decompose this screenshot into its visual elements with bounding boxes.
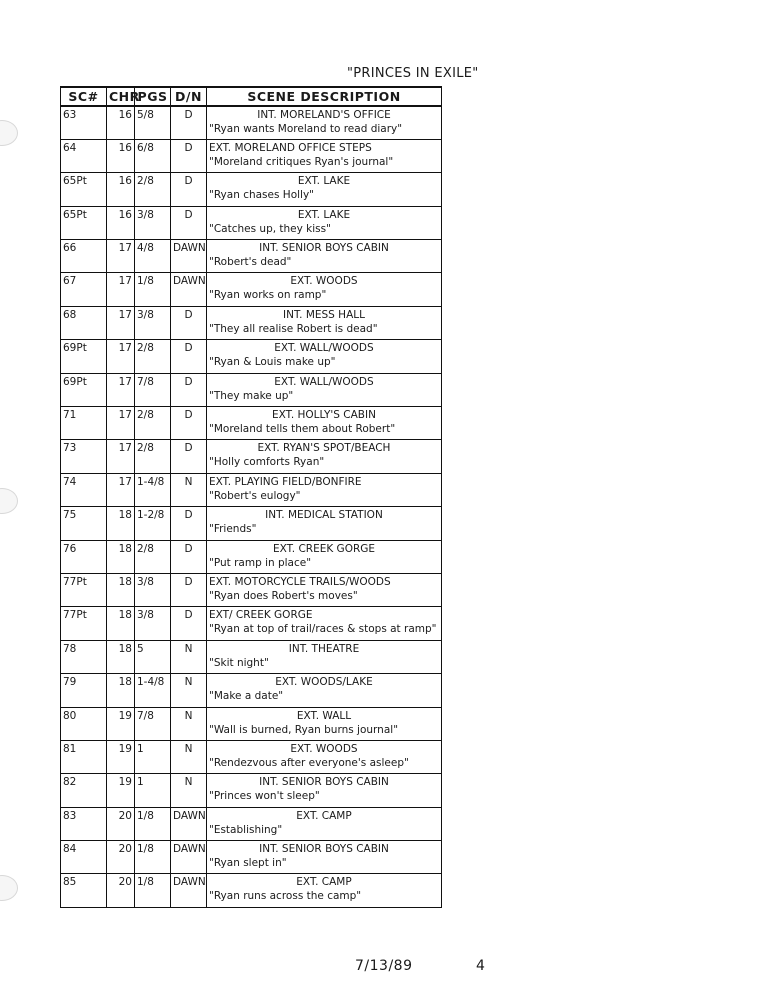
scene-number-cell: 74 <box>61 473 107 506</box>
day-night-cell: DAWN <box>171 240 207 273</box>
scene-number-cell: 77Pt <box>61 607 107 640</box>
scene-number-cell: 85 <box>61 874 107 907</box>
scene-summary: "Establishing" <box>209 823 283 836</box>
scene-summary: "Ryan slept in" <box>209 857 287 870</box>
day-night-cell: D <box>171 206 207 239</box>
scene-number-cell: 65Pt <box>61 206 107 239</box>
character-cell: 17 <box>107 340 135 373</box>
scene-description-cell <box>207 640 442 673</box>
day-night-cell: D <box>171 306 207 339</box>
scene-description-cell <box>207 807 442 840</box>
scene-location: INT. MEDICAL STATION <box>265 509 383 522</box>
character-cell: 16 <box>107 106 135 139</box>
pages-cell: 6/8 <box>135 139 171 172</box>
scene-location: EXT. WOODS <box>290 275 358 288</box>
table-row <box>61 874 442 907</box>
scene-summary: "Ryan at top of trail/races & stops at ramp" <box>209 623 437 636</box>
scene-description-cell <box>207 106 442 139</box>
pages-cell: 1 <box>135 774 171 807</box>
day-night-cell: D <box>171 573 207 606</box>
table-header-row <box>61 87 442 106</box>
scene-location: EXT. WOODS <box>290 742 358 755</box>
table-row <box>61 807 442 840</box>
day-night-cell: N <box>171 674 207 707</box>
scene-location: EXT/ CREEK GORGE <box>209 609 313 622</box>
scene-location: INT. SENIOR BOYS CABIN <box>259 242 389 255</box>
day-night-cell: D <box>171 540 207 573</box>
table-row <box>61 139 442 172</box>
scene-location: EXT. HOLLY'S CABIN <box>272 409 376 422</box>
character-cell: 18 <box>107 573 135 606</box>
character-cell: 18 <box>107 607 135 640</box>
scene-schedule-table <box>60 86 442 908</box>
scene-location: INT. MESS HALL <box>283 308 365 321</box>
table-row <box>61 273 442 306</box>
scene-location: EXT. MOTORCYCLE TRAILS/WOODS <box>209 575 391 588</box>
scene-description-cell <box>207 440 442 473</box>
scene-number-cell: 67 <box>61 273 107 306</box>
scene-number-cell: 76 <box>61 540 107 573</box>
pages-cell: 7/8 <box>135 707 171 740</box>
header-scene-number: SC# <box>61 87 107 106</box>
day-night-cell: D <box>171 340 207 373</box>
scene-number-cell: 80 <box>61 707 107 740</box>
pages-cell: 1/8 <box>135 874 171 907</box>
scene-description-cell <box>207 607 442 640</box>
scene-number-cell: 79 <box>61 674 107 707</box>
scene-summary: "Catches up, they kiss" <box>209 222 331 235</box>
pages-cell: 1-2/8 <box>135 507 171 540</box>
scene-summary: "Moreland critiques Ryan's journal" <box>209 155 394 168</box>
character-cell: 17 <box>107 440 135 473</box>
scene-summary: "Ryan works on ramp" <box>209 289 327 302</box>
pages-cell: 3/8 <box>135 607 171 640</box>
table-row <box>61 674 442 707</box>
pages-cell: 3/8 <box>135 206 171 239</box>
scene-number-cell: 63 <box>61 106 107 139</box>
day-night-cell: D <box>171 440 207 473</box>
pages-cell: 4/8 <box>135 240 171 273</box>
scene-summary: "Ryan runs across the camp" <box>209 890 362 903</box>
character-cell: 17 <box>107 273 135 306</box>
scene-number-cell: 81 <box>61 740 107 773</box>
scene-summary: "They make up" <box>209 389 294 402</box>
table-row <box>61 640 442 673</box>
character-cell: 19 <box>107 740 135 773</box>
pages-cell: 1 <box>135 740 171 773</box>
table-row <box>61 240 442 273</box>
day-night-cell: D <box>171 407 207 440</box>
scene-location: EXT. LAKE <box>297 175 351 188</box>
day-night-cell: DAWN <box>171 841 207 874</box>
scene-description-cell <box>207 240 442 273</box>
table-row <box>61 373 442 406</box>
day-night-cell: N <box>171 774 207 807</box>
day-night-cell: D <box>171 373 207 406</box>
table-row <box>61 740 442 773</box>
character-cell: 19 <box>107 774 135 807</box>
scene-description-cell <box>207 841 442 874</box>
page-number: 4 <box>476 958 485 974</box>
pages-cell: 1/8 <box>135 841 171 874</box>
scene-description-cell <box>207 707 442 740</box>
table-row <box>61 306 442 339</box>
scene-description-cell <box>207 407 442 440</box>
scene-location: EXT. RYAN'S SPOT/BEACH <box>257 442 391 455</box>
scene-description-cell <box>207 273 442 306</box>
day-night-cell: N <box>171 473 207 506</box>
table-row <box>61 774 442 807</box>
day-night-cell: D <box>171 106 207 139</box>
day-night-cell: DAWN <box>171 807 207 840</box>
scene-description-cell <box>207 573 442 606</box>
day-night-cell: DAWN <box>171 273 207 306</box>
pages-cell: 7/8 <box>135 373 171 406</box>
scene-location: INT. SENIOR BOYS CABIN <box>259 843 389 856</box>
character-cell: 17 <box>107 240 135 273</box>
scene-location: INT. MORELAND'S OFFICE <box>257 109 391 121</box>
scene-description-cell <box>207 206 442 239</box>
character-cell: 18 <box>107 540 135 573</box>
header-pages: PGS <box>135 87 171 106</box>
character-cell: 16 <box>107 173 135 206</box>
day-night-cell: N <box>171 740 207 773</box>
scene-description-cell <box>207 507 442 540</box>
character-cell: 20 <box>107 807 135 840</box>
footer-date: 7/13/89 <box>355 958 413 974</box>
day-night-cell: D <box>171 173 207 206</box>
character-cell: 19 <box>107 707 135 740</box>
header-scene-description: SCENE DESCRIPTION <box>207 87 442 106</box>
scene-summary: "Robert's eulogy" <box>209 489 301 502</box>
character-cell: 17 <box>107 373 135 406</box>
scene-number-cell: 84 <box>61 841 107 874</box>
character-cell: 18 <box>107 507 135 540</box>
scene-summary: "They all realise Robert is dead" <box>209 322 378 335</box>
pages-cell: 3/8 <box>135 573 171 606</box>
scene-location: EXT. WALL/WOODS <box>274 342 374 355</box>
day-night-cell: D <box>171 607 207 640</box>
punch-hole-top <box>0 120 18 146</box>
character-cell: 20 <box>107 874 135 907</box>
scene-description-cell <box>207 340 442 373</box>
scene-location: INT. THEATRE <box>288 642 360 655</box>
character-cell: 17 <box>107 407 135 440</box>
scene-location: EXT. LAKE <box>297 208 351 221</box>
pages-cell: 2/8 <box>135 340 171 373</box>
scene-number-cell: 73 <box>61 440 107 473</box>
character-cell: 18 <box>107 640 135 673</box>
scene-number-cell: 68 <box>61 306 107 339</box>
scene-location: EXT. WALL <box>296 709 352 722</box>
scene-description-cell <box>207 874 442 907</box>
scene-location: EXT. PLAYING FIELD/BONFIRE <box>209 475 362 488</box>
scene-summary: "Moreland tells them about Robert" <box>209 423 396 436</box>
scene-summary: "Ryan wants Moreland to read diary" <box>209 123 403 135</box>
scene-summary: "Friends" <box>209 523 257 536</box>
table-row <box>61 841 442 874</box>
table-row <box>61 473 442 506</box>
pages-cell: 2/8 <box>135 407 171 440</box>
scene-summary: "Skit night" <box>209 656 269 669</box>
scene-summary: "Ryan & Louis make up" <box>209 356 336 369</box>
scene-summary: "Rendezvous after everyone's asleep" <box>209 756 409 769</box>
scene-summary: "Holly comforts Ryan" <box>209 456 325 469</box>
pages-cell: 1/8 <box>135 807 171 840</box>
character-cell: 20 <box>107 841 135 874</box>
scene-description-cell <box>207 540 442 573</box>
character-cell: 16 <box>107 206 135 239</box>
table-row <box>61 173 442 206</box>
day-night-cell: DAWN <box>171 874 207 907</box>
table-body <box>61 106 442 907</box>
scene-summary: "Robert's dead" <box>209 256 292 269</box>
scene-description-cell <box>207 139 442 172</box>
pages-cell: 5/8 <box>135 106 171 139</box>
scene-summary: "Ryan chases Holly" <box>209 189 314 202</box>
character-cell: 18 <box>107 674 135 707</box>
scene-number-cell: 75 <box>61 507 107 540</box>
scene-location: EXT. WOODS/LAKE <box>275 676 373 689</box>
table-row <box>61 106 442 139</box>
scene-location: EXT. MORELAND OFFICE STEPS <box>209 141 372 154</box>
pages-cell: 2/8 <box>135 173 171 206</box>
scene-number-cell: 66 <box>61 240 107 273</box>
pages-cell: 2/8 <box>135 540 171 573</box>
table-row <box>61 540 442 573</box>
pages-cell: 5 <box>135 640 171 673</box>
day-night-cell: D <box>171 139 207 172</box>
scene-number-cell: 78 <box>61 640 107 673</box>
scene-number-cell: 64 <box>61 139 107 172</box>
scene-summary: "Ryan does Robert's moves" <box>209 589 358 602</box>
punch-hole-middle <box>0 488 18 514</box>
scene-number-cell: 69Pt <box>61 373 107 406</box>
header-day-night: D/N <box>171 87 207 106</box>
pages-cell: 1-4/8 <box>135 473 171 506</box>
scene-summary: "Make a date" <box>209 690 284 703</box>
scene-location: INT. SENIOR BOYS CABIN <box>259 776 389 789</box>
day-night-cell: D <box>171 507 207 540</box>
scene-number-cell: 69Pt <box>61 340 107 373</box>
document-title: "PRINCES IN EXILE" <box>347 66 479 81</box>
scene-summary: "Wall is burned, Ryan burns journal" <box>209 723 399 736</box>
scene-description-cell <box>207 473 442 506</box>
table-row <box>61 607 442 640</box>
scene-description-cell <box>207 774 442 807</box>
day-night-cell: N <box>171 707 207 740</box>
scene-description-cell <box>207 674 442 707</box>
scene-number-cell: 77Pt <box>61 573 107 606</box>
punch-hole-bottom <box>0 875 18 901</box>
scene-summary: "Princes won't sleep" <box>209 790 320 803</box>
table-row <box>61 707 442 740</box>
pages-cell: 3/8 <box>135 306 171 339</box>
table-row <box>61 340 442 373</box>
table-row <box>61 573 442 606</box>
scene-number-cell: 82 <box>61 774 107 807</box>
header-character: CHR <box>107 87 135 106</box>
scene-number-cell: 83 <box>61 807 107 840</box>
table-row <box>61 440 442 473</box>
scene-number-cell: 65Pt <box>61 173 107 206</box>
table-row <box>61 507 442 540</box>
character-cell: 16 <box>107 139 135 172</box>
day-night-cell: N <box>171 640 207 673</box>
pages-cell: 1/8 <box>135 273 171 306</box>
scene-description-cell <box>207 373 442 406</box>
pages-cell: 2/8 <box>135 440 171 473</box>
character-cell: 17 <box>107 473 135 506</box>
table-row <box>61 206 442 239</box>
pages-cell: 1-4/8 <box>135 674 171 707</box>
scene-location: EXT. CREEK GORGE <box>272 542 376 555</box>
scene-description-cell <box>207 173 442 206</box>
character-cell: 17 <box>107 306 135 339</box>
scene-number-cell: 71 <box>61 407 107 440</box>
scene-location: EXT. WALL/WOODS <box>274 375 374 388</box>
scene-description-cell <box>207 306 442 339</box>
scene-location: EXT. CAMP <box>296 809 352 822</box>
table-row <box>61 407 442 440</box>
scene-description-cell <box>207 740 442 773</box>
scene-summary: "Put ramp in place" <box>209 556 312 569</box>
scene-location: EXT. CAMP <box>296 876 352 889</box>
